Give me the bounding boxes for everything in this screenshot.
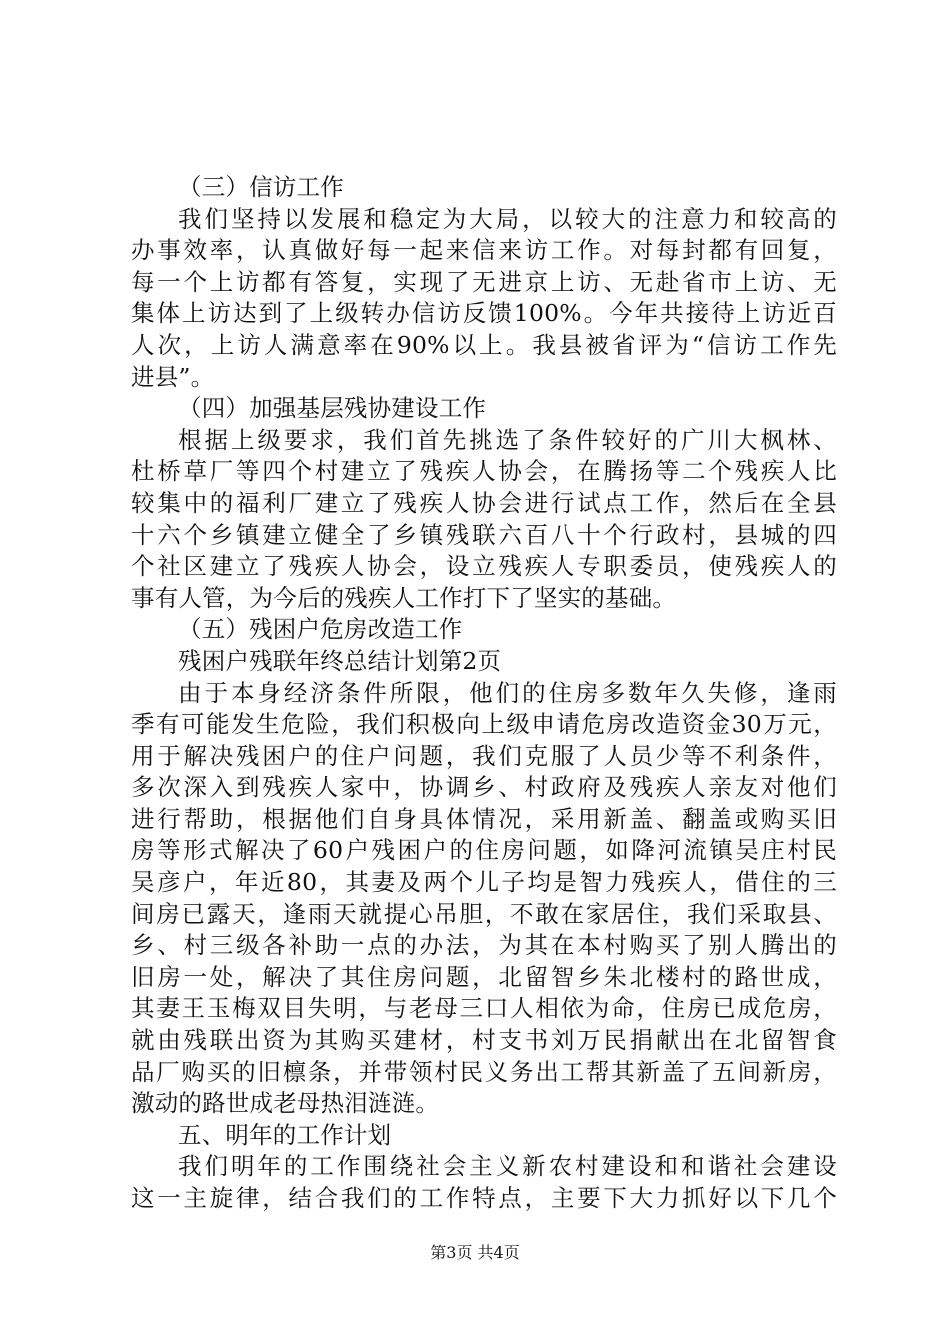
inline-title: 残困户残联年终总结计划第2页	[178, 646, 502, 675]
paragraph-line: 事有人管，为今后的残疾人工作打下了坚实的基础。	[131, 583, 677, 612]
paragraph-line: 根据上级要求，我们首先挑选了条件较好的广川大枫林、	[178, 425, 837, 454]
page-footer: 第3页 共4页	[430, 1243, 520, 1262]
paragraph-line: 用于解决残困户的住户问题，我们克服了人员少等不利条件，	[131, 741, 837, 770]
paragraph-line: 每一个上访都有答复，实现了无进京上访、无赴省市上访、无	[131, 267, 837, 296]
paragraph-line: 就由残联出资为其购买建材，村支书刘万民捐献出在北留智食	[131, 1026, 837, 1055]
paragraph-line: 个社区建立了残疾人协会，设立残疾人专职委员，使残疾人的	[131, 552, 837, 581]
paragraph-line: 十六个乡镇建立健全了乡镇残联六百八十个行政村，县城的四	[131, 520, 837, 549]
paragraph-line: 这一主旋律，结合我们的工作特点，主要下大力抓好以下几个	[131, 1184, 837, 1212]
paragraph-line: 旧房一处，解决了其住房问题，北留智乡朱北楼村的路世成，	[131, 962, 837, 991]
paragraph-line: 我们坚持以发展和稳定为大局，以较大的注意力和较高的	[178, 204, 837, 233]
section-heading: （四）加强基层残协建设工作	[178, 394, 487, 423]
paragraph-line: 进行帮助，根据他们自身具体情况，采用新盖、翻盖或购买旧	[131, 804, 837, 833]
paragraph-line: 间房已露天，逢雨天就提心吊胆，不敢在家居住，我们采取县、	[131, 899, 837, 928]
paragraph-line: 多次深入到残疾人家中，协调乡、村政府及残疾人亲友对他们	[131, 773, 837, 802]
paragraph-line: 房等形式解决了60户残困户的住房问题，如降河流镇吴庄村民	[131, 836, 837, 865]
section-heading: （三）信访工作	[178, 173, 344, 201]
paragraph-line: 人次，上访人满意率在90%以上。我县被省评为“信访工作先	[131, 330, 837, 359]
paragraph-line: 品厂购买的旧檩条，并带领村民义务出工帮其新盖了五间新房，	[131, 1057, 837, 1086]
paragraph-line: 我们明年的工作围绕社会主义新农村建设和和谐社会建设	[178, 1152, 837, 1181]
paragraph-line: 激动的路世成老母热泪涟涟。	[131, 1089, 440, 1118]
paragraph-line: 集体上访达到了上级转办信访反馈100%。今年共接待上访近百	[131, 299, 837, 328]
paragraph-line: 由于本身经济条件所限，他们的住房多数年久失修，逢雨	[178, 678, 837, 707]
document-body	[131, 172, 837, 1215]
paragraph-line: 办事效率，认真做好每一起来信来访工作。对每封都有回复，	[131, 236, 837, 265]
section-heading: （五）残困户危房改造工作	[178, 615, 463, 644]
paragraph-line: 进县”。	[131, 362, 215, 391]
paragraph-line: 乡、村三级各补助一点的办法，为其在本村购买了别人腾出的	[131, 931, 837, 960]
paragraph-line: 杜桥草厂等四个村建立了残疾人协会，在腾扬等二个残疾人比	[131, 457, 837, 486]
paragraph-line: 吴彦户，年近80，其妻及两个儿子均是智力残疾人，借住的三	[131, 868, 837, 897]
paragraph-line: 较集中的福利厂建立了残疾人协会进行试点工作，然后在全县	[131, 488, 837, 517]
paragraph-line: 其妻王玉梅双目失明，与老母三口人相依为命，住房已成危房，	[131, 994, 837, 1023]
paragraph-line: 季有可能发生危险，我们积极向上级申请危房改造资金30万元，	[131, 710, 837, 739]
section-heading: 五、明年的工作计划	[178, 1120, 392, 1149]
